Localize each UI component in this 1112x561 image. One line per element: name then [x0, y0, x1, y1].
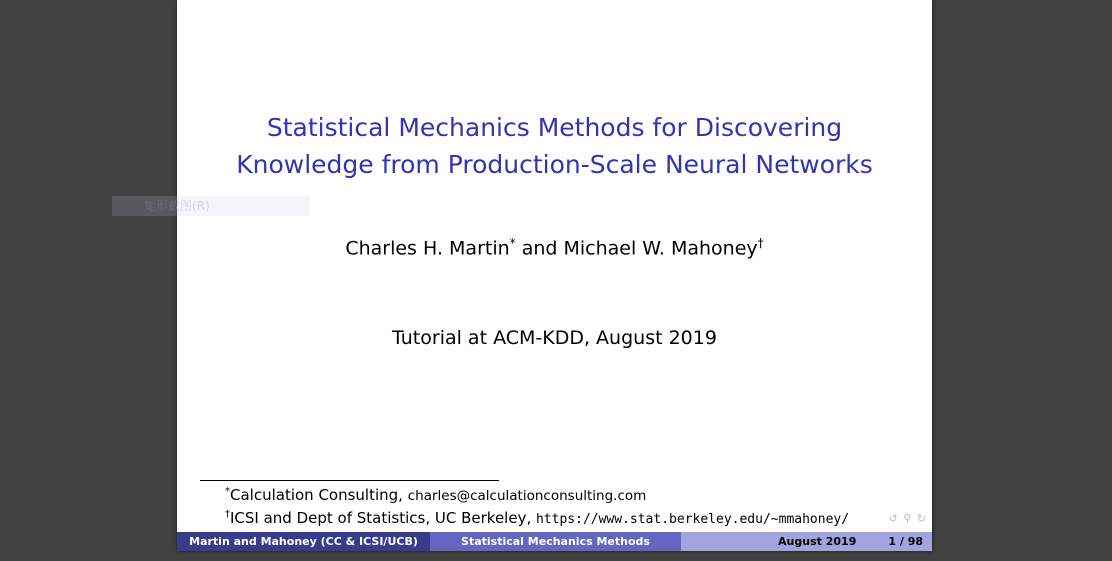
- footer-title: Statistical Mechanics Methods: [430, 532, 681, 551]
- title-line-2: Knowledge from Production-Scale Neural Networks: [236, 150, 873, 179]
- beamer-nav-icons[interactable]: ↺ ⚲ ↻: [888, 512, 927, 525]
- footer-authors: Martin and Mahoney (CC & ICSI/UCB): [177, 532, 430, 551]
- author-2: Michael W. Mahoney: [563, 237, 758, 260]
- footnote-rule: [200, 480, 499, 481]
- footnote-2-mark: †: [225, 509, 230, 520]
- faded-context-menu-item: 矩形截图(R): [112, 196, 310, 216]
- title-line-1: Statistical Mechanics Methods for Discovering: [266, 113, 843, 142]
- footnote-2-url[interactable]: https://www.stat.berkeley.edu/~mmahoney/: [535, 512, 850, 527]
- footnote-1-mark: *: [225, 486, 230, 497]
- footer-date: August 2019: [778, 535, 857, 548]
- event-line: Tutorial at ACM-KDD, August 2019: [392, 327, 717, 349]
- author-2-mark: †: [757, 236, 764, 250]
- footnote-2: [225, 509, 849, 527]
- author-1: Charles H. Martin: [345, 237, 510, 260]
- footer-date-page: [681, 532, 932, 551]
- slide: [177, 0, 932, 551]
- author-join: and: [515, 237, 564, 260]
- footnote-1-org: Calculation Consulting,: [230, 486, 408, 504]
- authors: [177, 236, 932, 259]
- footer-page-number: 1 / 98: [888, 535, 923, 548]
- author-1-mark: *: [509, 236, 516, 250]
- slide-footer: [177, 532, 932, 551]
- footnote-2-org: ICSI and Dept of Statistics, UC Berkeley,: [230, 509, 536, 527]
- slide-title: [177, 109, 932, 183]
- footnote-1: [225, 486, 646, 504]
- footnote-1-email[interactable]: charles@calculationconsulting.com: [407, 488, 647, 504]
